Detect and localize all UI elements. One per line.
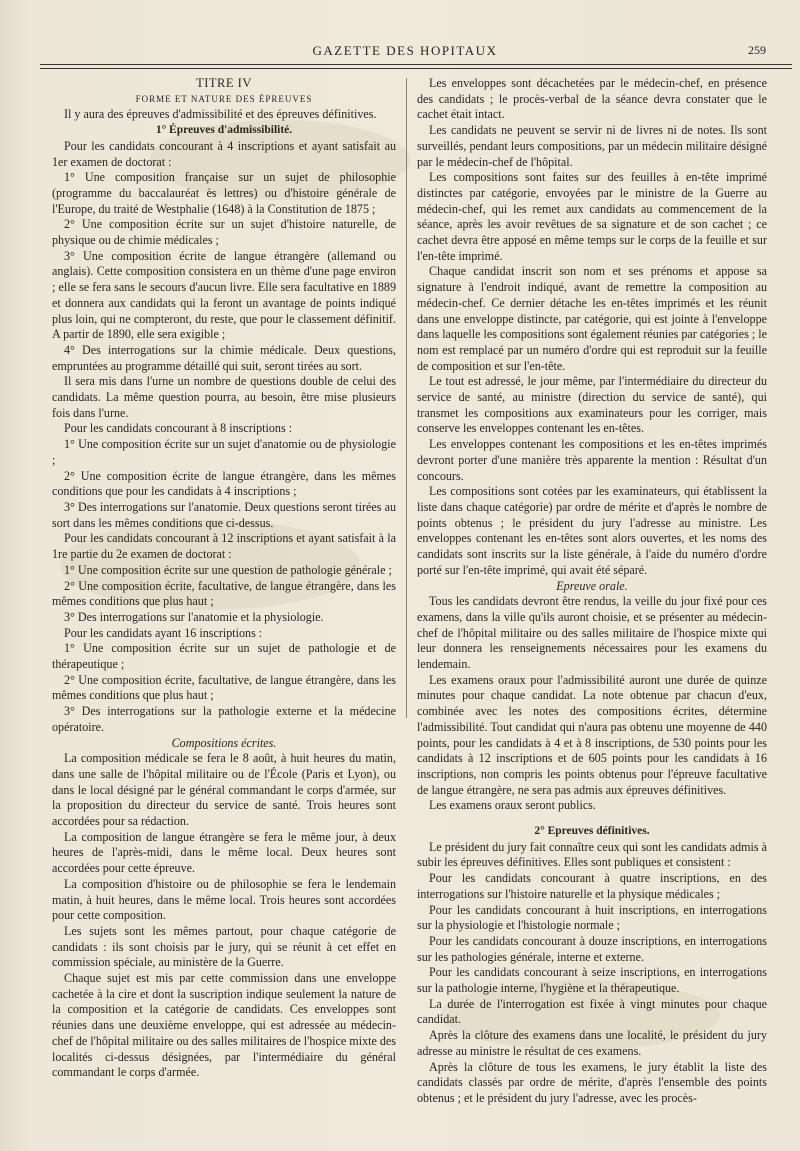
page-header: [40, 40, 770, 60]
paragraph: Après la clôture de tous les examens, le jury établit la liste des candidats classés par ordre de mérite, d'après l'ensemble des points obtenus ; et le président du jury l'adresse, avec les procès-: [417, 1059, 767, 1105]
paragraph: 1° Une composition écrite sur un sujet d'anatomie ou de physiologie ;: [52, 437, 396, 467]
paragraph: 4° Des interrogations sur la chimie médicale. Deux questions, empruntées au programme détaillé qui suit, seront tirées au sort.: [52, 342, 396, 373]
paragraph: 2° Une composition écrite sur un sujet d'histoire naturelle, de physique ou de chimie médicales ;: [52, 217, 396, 248]
paragraph: 1° Une composition française sur un sujet de philosophie (programme du baccalauréat ès lettres) ou d'histoire générale de l'Europe, du traité de Westphalie (1648) à la Constitution de 1875 ;: [52, 170, 396, 216]
paragraph: Il sera mis dans l'urne un nombre de questions double de celui des candidats. La même question pourra, au besoin, être mise plusieurs fois dans l'urne.: [52, 374, 396, 420]
paragraph: Pour les candidats concourant à douze inscriptions, en interrogations sur les pathologies générale, interne et externe.: [417, 933, 767, 964]
paragraph: 2° Une composition écrite, facultative, de langue étrangère, dans les mêmes conditions que plus haut ;: [52, 578, 396, 609]
paragraph: Pour les candidats concourant à huit inscriptions, en interrogations sur la physiologie et l'histologie normale ;: [417, 902, 767, 933]
column-divider: [406, 78, 407, 718]
paragraph: Le tout est adressé, le jour même, par l'intermédiaire du directeur du service de santé, au ministre (direction du service de santé), qui transmet les compositions aux examinateurs pour les corriger, mais conserve les enveloppes contenant les en-têtes.: [417, 374, 767, 436]
intro-paragraph: Il y aura des épreuves d'admissibilité et des épreuves définitives.: [64, 107, 377, 122]
paragraph: Les compositions sont cotées par les examinateurs, qui établissent la liste dans chaque catégorie) par ordre de mérite et d'après le nombre de points obtenus ; le président du jury l'adresse au ministre. Les enveloppes contenant les en-têtes sont alors ouvertes, et les noms des candidats sont inscrits sur la liste générale, à l'aide du numéro d'ordre porté sur l'en-tête imprimé, qui avait été séparé.: [417, 484, 767, 577]
running-title: GAZETTE DES HOPITAUX: [312, 43, 498, 58]
paragraph: Chaque sujet est mis par cette commission dans une enveloppe cachetée à la cire et dont la suscription indique seulement la nature de la composition et la catégorie de candidats. Ces enveloppes sont réunies dans une deuxième enveloppe, qui est adressée au médecin-chef de l'hôpital militaire ou des salles militaires de l'hospice mixte des localités ci-dessus désignées, par l'intermédiaire du général commandant le corps d'armée.: [52, 971, 396, 1080]
paragraph: La composition d'histoire ou de philosophie se fera le lendemain matin, à huit heures, dans le même local. Trois heures sont accordées pour cette composition.: [52, 876, 396, 923]
paragraph: Les enveloppes sont décachetées par le médecin-chef, en présence des candidats ; le procès-verbal de la séance devra constater que le cachet était intact.: [417, 76, 767, 122]
paragraph: Pour les candidats ayant 16 inscriptions :: [64, 625, 263, 640]
subsection-heading: Epreuve orale.: [556, 578, 628, 593]
paragraph: 2° Une composition écrite de langue étrangère, dans les mêmes conditions que pour les candidats à 4 inscriptions ;: [52, 468, 396, 499]
paragraph: 1° Une composition écrite sur un sujet de pathologie et de thérapeutique ;: [52, 641, 396, 672]
paragraph: Pour les candidats concourant à quatre inscriptions, en des interrogations sur l'histoire naturelle et la physique médicales ;: [417, 871, 767, 901]
page-number: 259: [748, 43, 766, 57]
paragraph: Pour les candidats concourant à 12 inscriptions et ayant satisfait à la 1re partie du 2e examen de doctorat :: [52, 531, 396, 562]
paragraph: La durée de l'interrogation est fixée à vingt minutes pour chaque candidat.: [417, 996, 767, 1027]
paragraph: Les examens oraux seront publics.: [429, 798, 596, 813]
subsection-heading: 1° Épreuves d'admissibilité.: [155, 124, 293, 137]
paragraph: Tous les candidats devront être rendus, la veille du jour fixé pour ces examens, dans la ville qu'ils auront choisie, et se présenter au médecin-chef de l'hôpital militaire ou des salles militaire de l'hospice mixte qui leur donnera les renseignements nécessaires pour les examens du lendemain.: [417, 594, 767, 672]
paragraph: La composition de langue étrangère se fera le même jour, à deux heures de l'après-midi, dans le même local. Deux heures sont accordées pour cette épreuve.: [52, 829, 396, 876]
subsection-heading: Compositions écrites.: [171, 735, 277, 750]
paragraph: 3° Des interrogations sur l'anatomie. Deux questions seront tirées au sort dans les mêmes conditions que ci-dessus.: [52, 499, 396, 530]
paragraph: Les examens oraux pour l'admissibilité auront une durée de quinze minutes pour chaque candidat. La note obtenue par chacun d'eux, combinée avec les notes des compositions écrites, détermine l'admissibilité. Tout candidat qui n'aura pas obtenu une moyenne de 440 points, pour les candidats à 4 et à 8 inscriptions, de 530 points pour les candidats à 12 inscriptions et de 605 points pour les candidats à 16 inscriptions, non compris les points obtenus pour l'épreuve facultative de langue étrangère, ne sera pas admis aux épreuves définitives.: [417, 672, 767, 797]
section-subtitle: FORME ET NATURE DES ÉPREUVES: [135, 93, 313, 104]
paragraph: Pour les candidats concourant à 8 inscriptions :: [64, 421, 293, 436]
left-column: [52, 76, 396, 1081]
header-rule: [40, 68, 792, 69]
paragraph: Pour les candidats concourant à 4 inscriptions et ayant satisfait au 1er examen de doctorat :: [52, 138, 396, 169]
header-rule: [40, 64, 792, 65]
paragraph: 3° Des interrogations sur l'anatomie et la physiologie.: [64, 609, 324, 624]
paragraph: Les compositions sont faites sur des feuilles à en-tête imprimé distinctes par catégorie, envoyées par le ministre de la Guerre au médecin-chef, qui les remet aux candidats au commencement de la séance, après les avoir revêtues de sa signature et de son cachet ; ce cachet devra être apposé en même temps sur le corps de la feuille et sur l'en-tête imprimé.: [417, 170, 767, 263]
paragraph: Les sujets sont les mêmes partout, pour chaque catégorie de candidats : ils sont choisis par le jury, qui se réunit à cet effet en commission spéciale, au ministère de la Guerre.: [52, 923, 396, 970]
paragraph: Les candidats ne peuvent se servir ni de livres ni de notes. Ils sont surveillés, pendant leurs compositions, par un médecin militaire désigné par le médecin-chef de l'hôpital.: [417, 123, 767, 169]
paragraph: 3° Des interrogations sur la pathologie externe et la médecine opératoire.: [52, 704, 396, 734]
paragraph: Pour les candidats concourant à seize inscriptions, en interrogations sur la pathologie interne, l'hygiène et la thérapeutique.: [417, 965, 767, 996]
paragraph: 1° Une composition écrite sur une question de pathologie générale ;: [64, 562, 392, 577]
paragraph: Chaque candidat inscrit son nom et ses prénoms et appose sa signature à l'endroit indiqué, avant de remettre la composition au médecin-chef. Ce dernier détache les en-têtes imprimés et les réunit dans une enveloppe distincte, par catégorie, qui est jointe à l'enveloppe dans laquelle les compositions sont également réunies par catégories ; le nom est remplacé par un numéro d'ordre qui est reproduit sur la feuille de composition et sur l'en-tête.: [417, 264, 767, 373]
subsection-heading: 2° Epreuves définitives.: [534, 825, 650, 838]
paragraph: La composition médicale se fera le 8 août, à huit heures du matin, dans une salle de l'hôpital militaire ou de l'École (Paris et Lyon), ou dans le local désigné par le général commandant le corps d'armée, sur la proposition du directeur du service de santé. Trois heures sont accordées pour sa rédaction.: [52, 751, 396, 829]
paragraph: 2° Une composition écrite, facultative, de langue étrangère, dans les mêmes conditions que plus haut ;: [52, 672, 396, 703]
section-title: TITRE IV: [196, 76, 252, 90]
right-column: [417, 76, 767, 1107]
paragraph: 3° Une composition écrite de langue étrangère (allemand ou anglais). Cette composition consistera en un thème d'une page environ ; elle se fera sans le secours d'aucun livre. Elle sera facultative en 1889 et donnera aux candidats qui la feront un avantage de points indiqué plus loin, qui ne compteront, du reste, que pour le classement définitif. A partir de 1890, elle sera exigible ;: [52, 248, 396, 342]
paragraph: Les enveloppes contenant les compositions et les en-têtes imprimés devront porter d'une manière très apparente la mention : Résultat d'un concours.: [417, 437, 767, 483]
paragraph: Le président du jury fait connaître ceux qui sont les candidats admis à subir les épreuves définitives. Elles sont publiques et consistent :: [417, 839, 767, 870]
paragraph: Après la clôture des examens dans une localité, le président du jury adresse au ministre le résultat de ces examens.: [417, 1028, 767, 1058]
